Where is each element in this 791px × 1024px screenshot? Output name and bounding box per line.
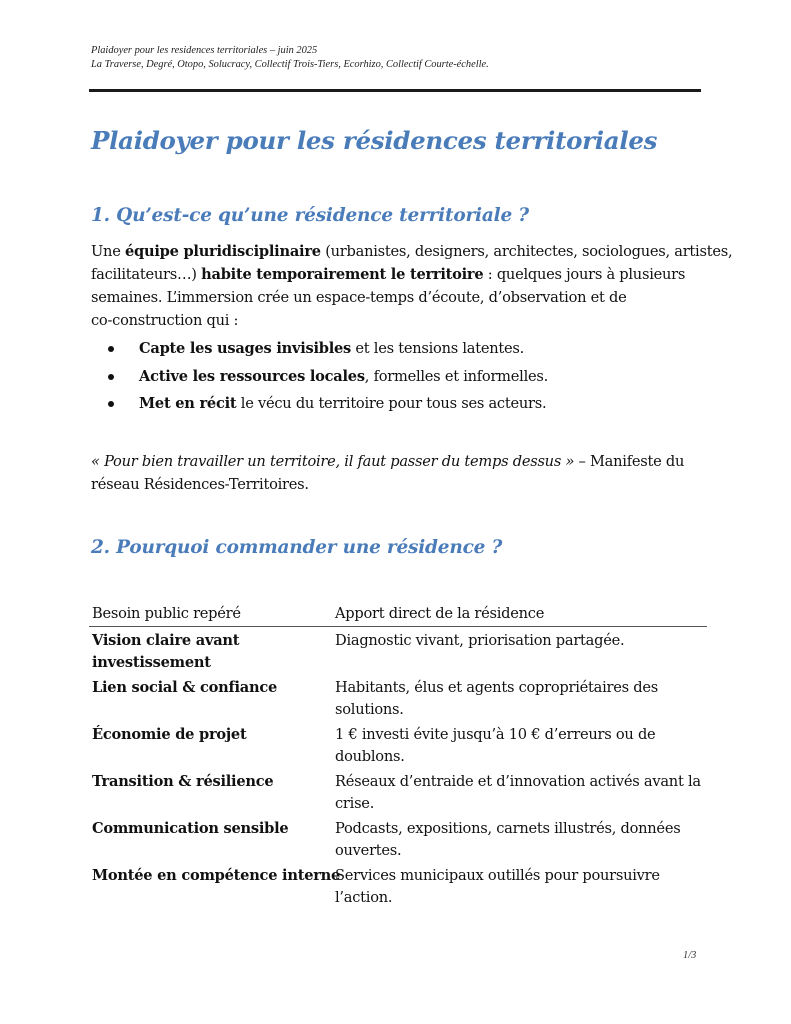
cell-line: Habitants, élus et agents copropriétaires des	[335, 679, 658, 696]
quote-block	[91, 450, 711, 496]
table-cell-need	[92, 818, 328, 840]
table-row	[89, 627, 707, 674]
bullet-text: et les tensions latentes.	[351, 340, 524, 357]
intro-text: facilitateurs…)	[91, 266, 202, 283]
table-cell-benefit	[335, 630, 705, 652]
table-row	[89, 721, 707, 768]
cell-line: 1 € investi évite jusqu’à 10 € d’erreurs ou de	[335, 726, 656, 743]
intro-text: : quelques jours à plusieurs	[483, 266, 686, 283]
header-line-1: Plaidoyer pour les residences territoriales – juin 2025	[91, 45, 318, 56]
bullet-list	[91, 338, 711, 421]
table-cell-benefit	[335, 677, 705, 721]
table-body	[89, 627, 707, 909]
cell-line: Transition & résilience	[92, 773, 274, 790]
section-2-heading: 2. Pourquoi commander une résidence ?	[91, 537, 503, 558]
cell-line: Réseaux d’entraide et d’innovation activés avant la	[335, 773, 701, 790]
intro-line-1	[91, 240, 733, 263]
cell-line: Lien social & confiance	[92, 679, 278, 696]
bullet-icon	[108, 374, 114, 380]
quote-line-2: réseau Résidences-Territoires.	[91, 476, 309, 493]
cell-line: Économie de projet	[92, 726, 247, 743]
table-row	[89, 674, 707, 721]
table-cell-benefit	[335, 771, 705, 815]
bullet-text: le vécu du territoire pour tous ses acteurs.	[236, 395, 547, 412]
cell-line: l’action.	[335, 889, 393, 906]
quote-line-1	[91, 450, 711, 473]
header-line-2: La Traverse, Degré, Otopo, Solucracy, Collectif Trois-Tiers, Ecorhizo, Collectif Courte-échelle.	[91, 59, 489, 70]
table-row	[89, 768, 707, 815]
table-cell-need	[92, 630, 328, 674]
cell-line: doublons.	[335, 748, 405, 765]
intro-text: (urbanistes, designers, architectes, sociologues, artistes,	[320, 243, 733, 260]
list-item	[91, 366, 711, 394]
intro-line-4: co-construction qui :	[91, 312, 239, 329]
intro-bold: équipe pluridisciplinaire	[124, 243, 321, 260]
table-cell-need	[92, 865, 341, 887]
quote-text: « Pour bien travailler un territoire, il faut passer du temps dessus »	[91, 453, 575, 470]
cell-line: Montée en compétence interne	[92, 867, 341, 884]
table-header-need: Besoin public repéré	[92, 605, 241, 622]
cell-line: Communication sensible	[92, 820, 289, 837]
bullet-text: , formelles et informelles.	[364, 367, 549, 385]
list-item	[91, 338, 711, 366]
section-1-intro	[91, 240, 733, 332]
table-cell-need	[92, 677, 328, 699]
needs-table	[89, 602, 707, 909]
quote-attribution: – Manifeste du	[574, 453, 685, 470]
cell-line: crise.	[335, 795, 375, 812]
page-number: 1/3	[683, 950, 697, 961]
bullet-icon	[108, 346, 114, 352]
list-item	[91, 393, 711, 421]
intro-line-2	[91, 263, 711, 286]
cell-line: Podcasts, expositions, carnets illustrés, données	[335, 820, 681, 837]
table-row	[89, 815, 707, 862]
table-cell-benefit	[335, 724, 705, 768]
section-1-heading: 1. Qu’est-ce qu’une résidence territoriale ?	[91, 205, 529, 226]
cell-line: investissement	[92, 654, 211, 671]
intro-text: Une	[91, 243, 125, 260]
page-header	[91, 44, 711, 72]
table-header-benefit: Apport direct de la résidence	[335, 605, 545, 622]
table-cell-benefit	[335, 865, 705, 909]
cell-line: Diagnostic vivant, priorisation partagée.	[335, 632, 625, 649]
intro-bold: habite temporairement le territoire	[201, 266, 484, 283]
bullet-bold: Capte les usages invisibles	[139, 340, 352, 357]
intro-line-3: semaines. L’immersion crée un espace-temps d’écoute, d’observation et de	[91, 289, 627, 306]
table-header-row	[89, 602, 707, 627]
bullet-bold: Active les ressources locales	[139, 367, 365, 385]
table-cell-benefit	[335, 818, 705, 862]
table-cell-need	[92, 724, 328, 746]
table-cell-need	[92, 771, 328, 793]
cell-line: solutions.	[335, 701, 404, 718]
header-rule	[89, 89, 701, 92]
document-title: Plaidoyer pour les résidences territoriales	[91, 126, 658, 155]
cell-line: ouvertes.	[335, 842, 402, 859]
bullet-icon	[108, 401, 114, 407]
bullet-bold: Met en récit	[139, 395, 237, 412]
cell-line: Services municipaux outillés pour poursuivre	[335, 867, 660, 884]
cell-line: Vision claire avant	[92, 632, 240, 649]
table-row	[89, 862, 707, 909]
